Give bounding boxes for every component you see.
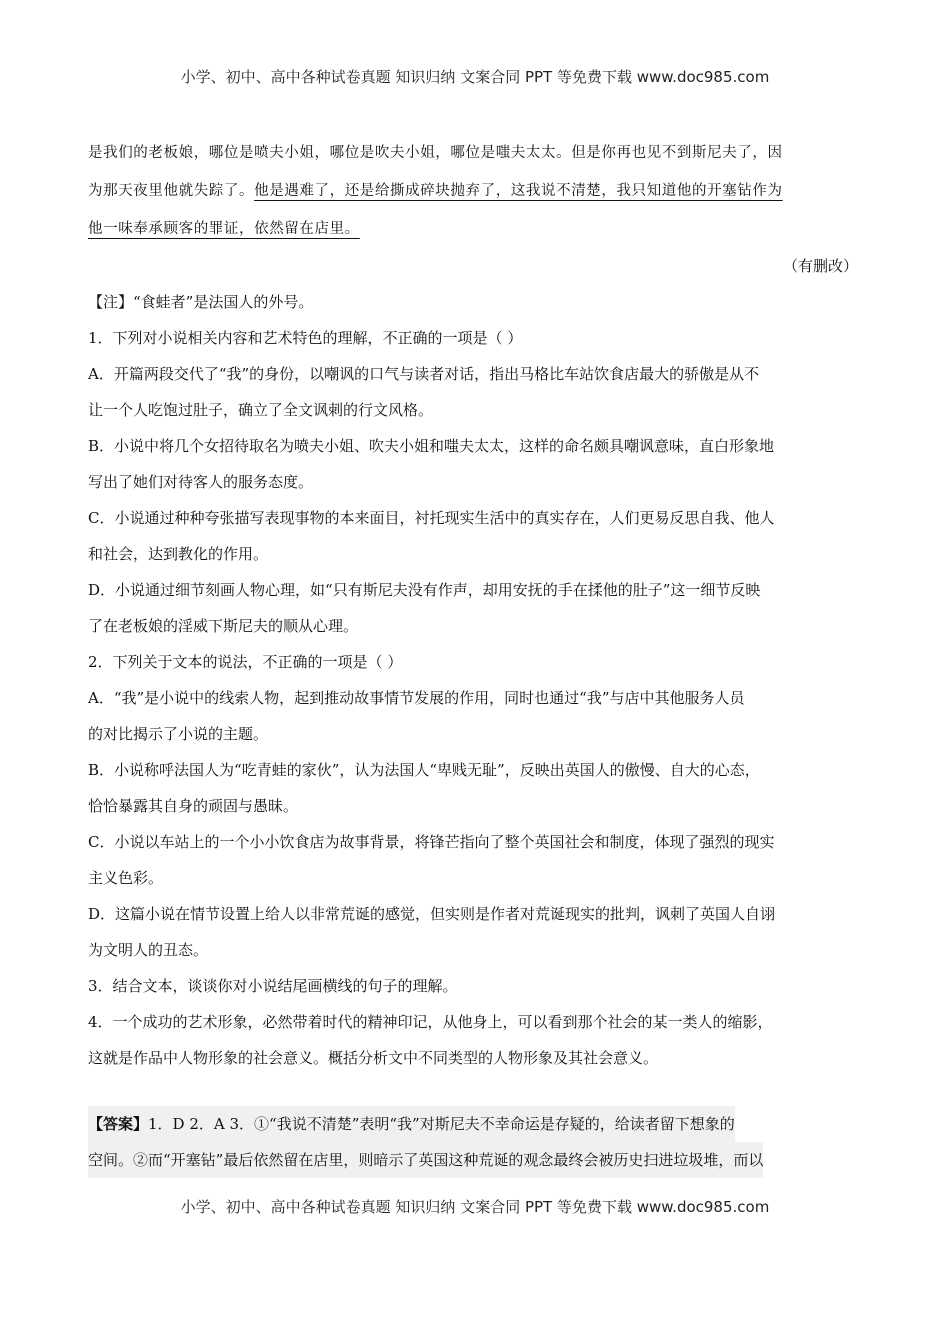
question-2-stem: 2．下列关于文本的说法，不正确的一项是（ ） [88, 653, 403, 671]
q2-option-c-cont: 主义色彩。 [88, 869, 164, 887]
answer-text: 1．D 2．A 3．①“我说不清楚”表明“我”对斯尼夫不幸命运是存疑的，给读者留下想象的 [148, 1115, 735, 1133]
story-text: 为那天夜里他就失踪了。 [88, 183, 255, 199]
q1-option-a-cont: 让一个人吃饱过肚子，确立了全文讽刺的行文风格。 [88, 401, 434, 419]
underlined-sentence: 他一味奉承顾客的罪证，依然留在店里。 [88, 221, 360, 237]
spacer [88, 1076, 858, 1106]
q1-option-c-cont: 和社会，达到教化的作用。 [88, 545, 269, 563]
source-note: （有删改） [782, 257, 858, 275]
answer-block: 空间。②而“开塞钻”最后依然留在店里，则暗示了英国这种荒诞的观念最终会被历史扫进垃圾堆，而以 [88, 1142, 763, 1178]
q1-option-c: C．小说通过种种夸张描写表现事物的本来面目，衬托现实生活中的真实存在，人们更易反思自我、他人 [88, 509, 775, 527]
question-1-stem: 1．下列对小说相关内容和艺术特色的理解，不正确的一项是（ ） [88, 329, 523, 347]
page-content [88, 134, 858, 1178]
page-footer: 小学、初中、高中各种试卷真题 知识归纳 文案合同 PPT 等免费下载 www.doc985.com [180, 1198, 770, 1216]
q2-option-d: D．这篇小说在情节设置上给人以非常荒诞的感觉，但实则是作者对荒诞现实的批判，讽刺了英国人自诩 [88, 905, 776, 923]
q1-option-a: A．开篇两段交代了“我”的身份，以嘲讽的口气与读者对话，指出马格比车站饮食店最大的骄傲是从不 [88, 365, 760, 383]
question-3: 3．结合文本，谈谈你对小说结尾画横线的句子的理解。 [88, 977, 458, 995]
underlined-sentence: 他是遇难了，还是给撕成碎块抛弃了，这我说不清楚，我只知道他的开塞钻作为 [254, 183, 783, 199]
answer-line-1 [88, 1106, 858, 1142]
answer-block [88, 1106, 735, 1142]
question-4-cont: 这就是作品中人物形象的社会意义。概括分析文中不同类型的人物形象及其社会意义。 [88, 1049, 659, 1067]
story-line-3 [88, 210, 858, 248]
story-line-2 [88, 172, 858, 210]
q1-option-d-cont: 了在老板娘的淫威下斯尼夫的顺从心理。 [88, 617, 359, 635]
answer-line-2 [88, 1142, 858, 1178]
q2-option-b-cont: 恰恰暴露其自身的顽固与愚昧。 [88, 797, 299, 815]
q2-option-a-cont: 的对比揭示了小说的主题。 [88, 725, 269, 743]
q2-option-a: A．“我”是小说中的线索人物，起到推动故事情节发展的作用，同时也通过“我”与店中其他服务人员 [88, 689, 745, 707]
q1-option-d: D．小说通过细节刻画人物心理，如“只有斯尼夫没有作声，却用安抚的手在揉他的肚子”这一细节反映 [88, 581, 761, 599]
question-4: 4．一个成功的艺术形象，必然带着时代的精神印记，从他身上，可以看到那个社会的某一类人的缩影， [88, 1013, 773, 1031]
story-line-1: 是我们的老板娘，哪位是喷夫小姐，哪位是吹夫小姐，哪位是嗤夫太太。但是你再也见不到斯尼夫了，因 [88, 145, 783, 161]
footnote: 【注】“食蛙者”是法国人的外号。 [88, 293, 314, 311]
q2-option-c: C．小说以车站上的一个小小饮食店为故事背景，将锋芒指向了整个英国社会和制度，体现了强烈的现实 [88, 833, 775, 851]
page-header: 小学、初中、高中各种试卷真题 知识归纳 文案合同 PPT 等免费下载 www.doc985.com [180, 68, 770, 86]
q2-option-b: B．小说称呼法国人为“吃青蛙的家伙”，认为法国人“卑贱无耻”，反映出英国人的傲慢、自大的心态， [88, 761, 760, 779]
answer-label: 【答案】 [88, 1115, 149, 1133]
q1-option-b-cont: 写出了她们对待客人的服务态度。 [88, 473, 314, 491]
q1-option-b: B．小说中将几个女招待取名为喷夫小姐、吹夫小姐和嗤夫太太，这样的命名颇具嘲讽意味，直白形象地 [88, 437, 775, 455]
q2-option-d-cont: 为文明人的丑态。 [88, 941, 209, 959]
